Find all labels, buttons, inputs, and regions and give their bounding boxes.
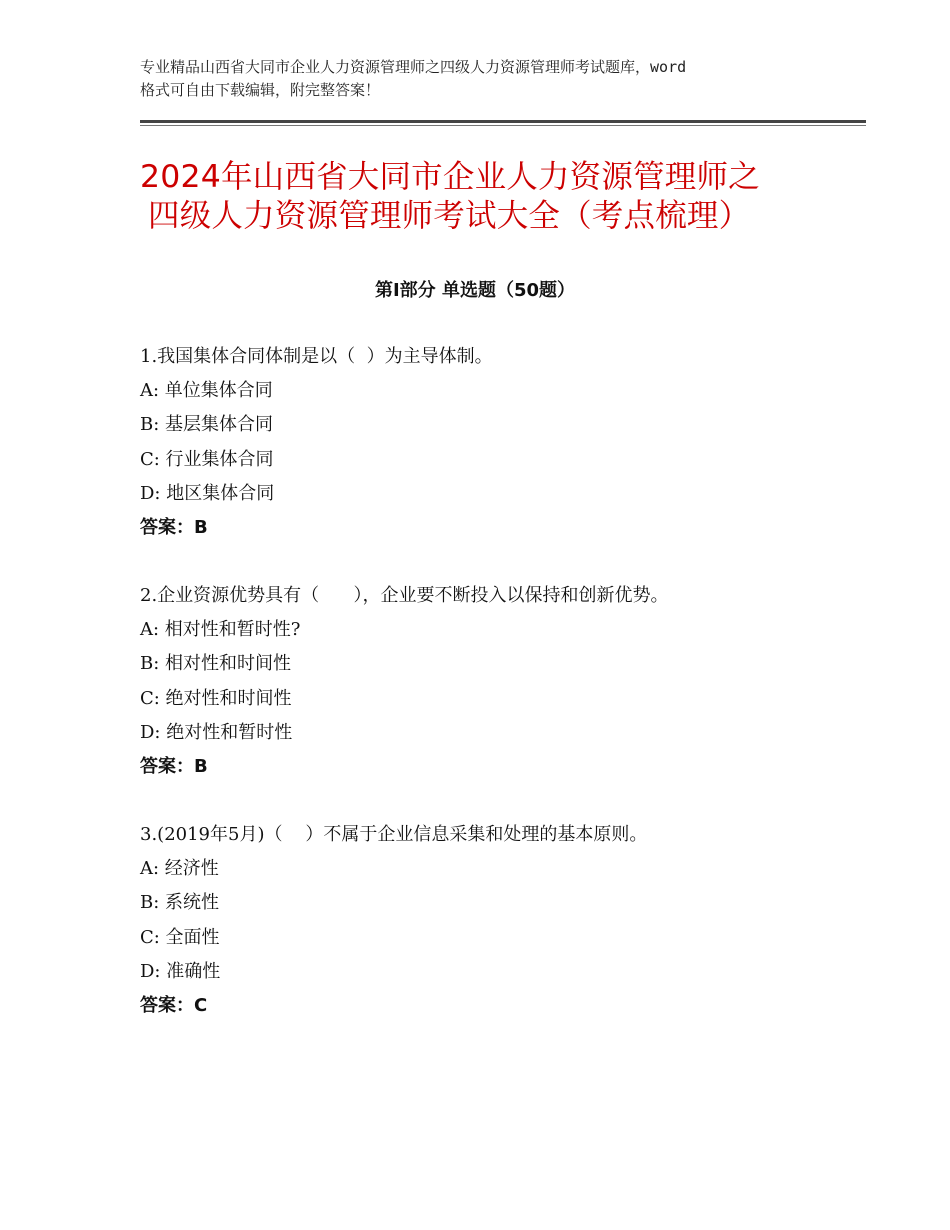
answer-line: 答案：B [140,517,208,539]
question-block [140,818,860,1023]
header-divider-thin [140,125,866,126]
section-heading: 第Ⅰ部分 单选题（50题） [374,280,575,301]
document-title [140,158,840,236]
option-d: D: 准确性 [140,960,221,982]
question-stem: 3.(2019年5月)（ ）不属于企业信息采集和处理的基本原则。 [140,824,648,845]
option-b: B: 基层集体合同 [140,414,274,436]
option-a: A: 相对性和暂时性? [140,619,301,641]
title-line-2: 四级人力资源管理师考试大全（考点梳理） [148,198,751,234]
option-b: B: 相对性和时间性 [140,653,292,675]
option-a: A: 经济性 [140,858,219,880]
answer-line: 答案：B [140,756,208,778]
option-d: D: 绝对性和暂时性 [140,721,293,743]
option-c: C: 绝对性和时间性 [140,687,292,709]
option-d: D: 地区集体合同 [140,482,275,504]
question-stem: 1.我国集体合同体制是以（ ）为主导体制。 [140,346,493,367]
option-c: C: 行业集体合同 [140,448,274,470]
option-b: B: 系统性 [140,892,220,914]
document-header-note [140,56,840,102]
question-stem: 2.企业资源优势具有（ ），企业要不断投入以保持和创新优势。 [140,585,669,606]
header-note-line-2: 格式可自由下载编辑，附完整答案！ [140,81,381,99]
header-note-line-1: 专业精品山西省大同市企业人力资源管理师之四级人力资源管理师考试题库，word [140,58,687,76]
option-c: C: 全面性 [140,926,220,948]
question-block [140,340,860,545]
title-line-1: 2024年山西省大同市企业人力资源管理师之 [140,159,760,195]
header-divider-thick [140,120,866,123]
option-a: A: 单位集体合同 [140,380,273,402]
answer-line: 答案：C [140,995,208,1017]
question-block [140,579,860,784]
